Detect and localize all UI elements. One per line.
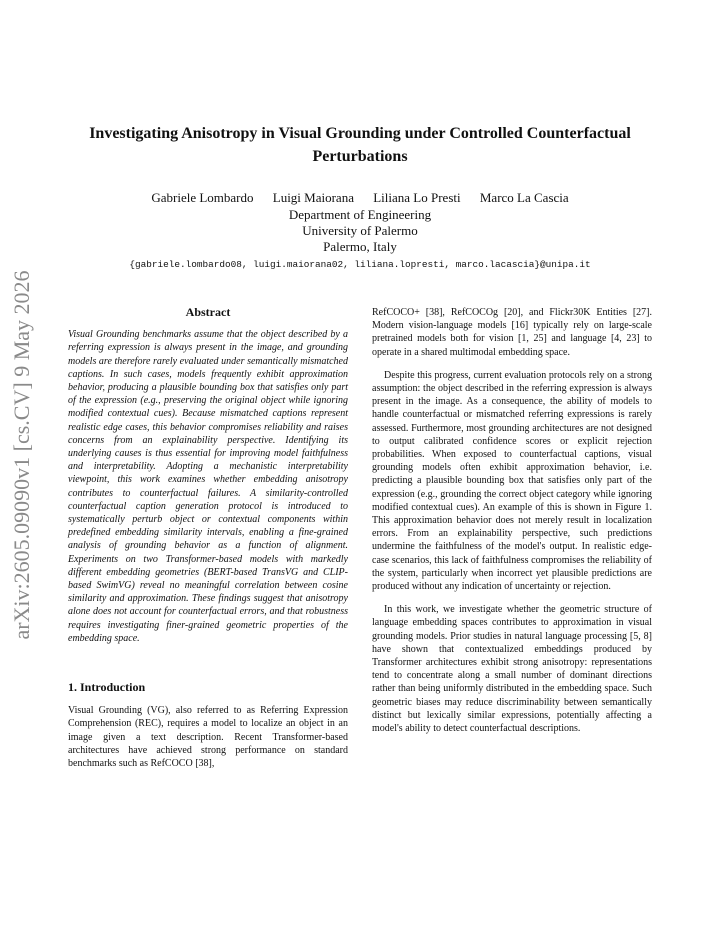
author-name: Liliana Lo Presti (373, 190, 461, 205)
author-name: Marco La Cascia (479, 190, 569, 205)
intro-paragraph-1-continued: RefCOCO+ [38], RefCOCOg [20], and Flickr30K Entities [27]. Modern vision-language models [16] typically rely on large-scale pretrained models both for vision [1, 25] and language [4, 23] to operate in a shared multimodal embedding space. (372, 307, 652, 358)
intro-paragraph-2: Despite this progress, current evaluation protocols rely on a strong assumption: the object described in the referring expression is always present in the image. As a consequence, the ability of models to handle counterfactual or mismatched referring expressions is rarely assessed. Furthermore, most grounding architectures are not designed to output calibrated confidence scores or explicit rejection probabilities. When exposed to counterfactual captions, visual grounding models often exhibit approximation behavior, i.e. predicting a plausible bounding box that satisfies only part of the expression (e.g., grounding the correct object category while ignoring modified contextual cues). An example of this is shown in Figure 1. This approximation behavior does not merely result in localization errors. From an explainability perspective, such predictions undermine the faithfulness of the model's output. In realistic edge-case scenarios, this lack of faithfulness compromises the reliability of the system, particularly when incorrect yet plausible predictions are produced without any indication of uncertainty or rejection. (372, 369, 652, 593)
author-name: Luigi Maiorana (272, 190, 354, 205)
affiliation-city: Palermo, Italy (323, 239, 397, 254)
abstract-heading: Abstract (185, 305, 231, 319)
author-emails: {gabriele.lombardo08, luigi.maiorana02, liliana.lopresti, marco.lacascia}@unipa.it (129, 259, 591, 270)
section-heading-introduction: 1. Introduction (68, 680, 146, 695)
author-list (60, 190, 660, 206)
affiliation-department: Department of Engineering (288, 207, 432, 222)
right-column (372, 306, 652, 735)
intro-paragraph-3: In this work, we investigate whether the geometric structure of language embedding spaces contributes to approximation in visual grounding models. Prior studies in natural language processing [5, 8] have shown that contextualized embeddings produced by Transformer architectures exhibit strong anisotropy: representations tend to concentrate along a small number of dominant directions rather than being uniformly distributed in the embedding space. Such geometric biases may reduce discriminability between semantically distinct but lexically similar expressions, potentially affecting a model's ability to detect counterfactual descriptions. (372, 604, 652, 735)
affiliation (60, 207, 660, 255)
arxiv-sidebar (0, 262, 44, 648)
arxiv-stamp: arXiv:2605.09090v1 [cs.CV] 9 May 2026 (9, 270, 34, 640)
affiliation-university: University of Palermo (302, 223, 418, 238)
paper-title: Investigating Anisotropy in Visual Grounding under Controlled Counterfactual Perturbations (89, 125, 631, 165)
left-column (68, 306, 348, 770)
abstract-body: Visual Grounding benchmarks assume that the object described by a referring expression is always present in the image, and grounding models are therefore rarely evaluated under semantically mismatched captions. In such cases, models frequently exhibit approximation behavior, producing a plausible bounding box that satisfies only part of the expression (e.g., preserving the original object while ignoring modified contextual cues). Because mismatched captions represent realistic edge cases, this behavior compromises reliability and raises concerns from an explainability perspective. Identifying its underlying causes is thus essential for improving model faithfulness and interpretability. Adopting a mechanistic interpretability viewpoint, this work examines whether embedding anisotropy contributes to counterfactual failures. A similarity-controlled counterfactual caption generation protocol is introduced to systematically perturb object or contextual components within predefined embedding similarity intervals, enabling a fine-grained analysis of grounding behavior as a function of alignment. Experiments on two Transformer-based models with markedly different embedding geometries (BERT-based TransVG and CLIP-based SwimVG) reveal no meaningful correlation between cosine similarity and approximation. These findings suggest that anisotropy alone does not account for counterfactual errors, and that robustness requires investigating finer-grained geometric properties of the embedding space. (68, 329, 348, 644)
intro-paragraph-1: Visual Grounding (VG), also referred to as Referring Expression Comprehension (REC), requires a model to localize an object in an image given a text description. Recent Transformer-based architectures have achieved strong performance on standard benchmarks such as RefCOCO [38], (68, 705, 348, 770)
author-name: Gabriele Lombardo (151, 190, 254, 205)
